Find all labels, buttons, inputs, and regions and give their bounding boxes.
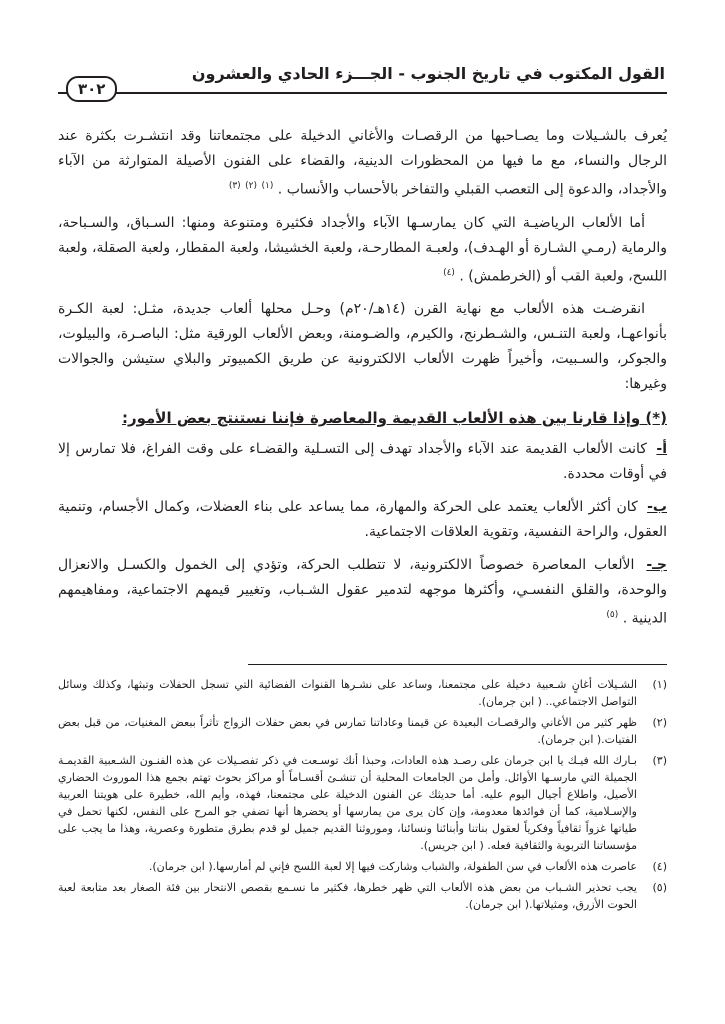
footnote-text: عاصرت هذه الألعاب في سن الطفولة، والشباب وشاركت فيها إلا لعبة اللسح فإني لم أمارسها.( ابن جرمان).: [148, 860, 637, 873]
section-heading: [58, 405, 667, 431]
footnote-4: [58, 858, 667, 875]
footnote-number: (٣): [652, 754, 667, 767]
point-b-label: ب-: [647, 499, 667, 516]
footnote-ref-4: (٤): [443, 267, 455, 278]
header-rule: [58, 92, 667, 94]
section-heading-text: (*) وإذا قارنا بين هذه الألعاب القديمة والمعاصرة فإننا نستنتج بعض الأمور:: [121, 409, 667, 428]
paragraph-2: [58, 211, 667, 290]
paragraph-1: [58, 124, 667, 203]
paragraph-2-text: أما الألعاب الرياضيـة التي كان يمارسـها الآباء والأجداد فكثيرة ومتنوعة ومنها: السـباق، والسـباحة، والرماية (رمـي الشـارة أو الهـدف)، ولعبـة المطارحـة، ولعبة الخشيشا، ولعبة المقطار، ولعبة الصقلة، ولعبة اللسح، ولعبة القب أو (الخرطمش) .: [58, 214, 667, 285]
point-a: [58, 437, 667, 487]
footnote-number: (٢): [652, 716, 667, 729]
footnote-3: [58, 752, 667, 854]
footnote-number: (٥): [652, 881, 667, 894]
footnote-separator: [248, 664, 667, 665]
footnote-text: يجب تحذير الشـباب من بعض هذه الألعاب التي ظهر خطرها، فكثير ما نسـمع بقصص الانتحار بين فئة الصغار بعد متابعة لعبة الحوت الأزرق، ومثيلاتها.( ابن جرمان).: [58, 881, 637, 911]
footnote-1: [58, 676, 667, 710]
point-b: [58, 495, 667, 545]
point-a-text: كانت الألعاب القديمة عند الآباء والأجداد تهدف إلى التسـلية والقضـاء على وقت الفراغ، فلا تمارس إلا في أوقات محددة.: [58, 441, 667, 483]
footnote-2: [58, 714, 667, 748]
footnotes: [58, 676, 667, 917]
footnote-text: الشـيلات أغانٍ شـعبية دخيلة على مجتمعنا، وساعد على نشـرها القنوات الفضائية التي تسجل الحفلات وتبثها، وكذلك وسائل التواصل الاجتماعي.. ( ابن جرمان).: [58, 678, 637, 708]
page-number: ٣٠٢: [66, 76, 117, 102]
footnote-text: ظهر كثير من الأغاني والرقصـات البعيدة عن قيمنا وعاداتنا تمارس في بعض حفلات الزواج تأثراً ببعض المغنيات، من قبل بعض الفتيات.( ابن جرمان).: [58, 716, 637, 746]
point-c: [58, 553, 667, 632]
paragraph-3: انقرضـت هذه الألعاب مع نهاية القرن (١٤هـ/٢٠م) وحـل محلها ألعاب جديدة، مثـل: لعبة الكـرة بأنواعهـا، ولعبة التنـس، والشـطرنج، والكيرم، والضـومنة، وبعض الألعاب الورقية مثل: الباصـرة، والبيلوت، والجوكر، والسـبيت، وأخيراً ظهرت الألعاب الالكترونية عن طريق الكمبيوتر والبلاي ستيشن والجوالات وغيرها:: [58, 301, 667, 393]
footnote-number: (١): [652, 678, 667, 691]
main-text: [58, 124, 667, 640]
footnote-5: [58, 879, 667, 913]
paragraph-1-text: يُعرف بالشـيلات وما يصـاحبها من الرقصـات والأغاني الدخيلة على مجتمعاتنا وقد انتشـرت بكثرة عند الرجال والنساء، مع ما فيها من المحظورات الدينية، والقضاء على الفنون الأصيلة المتوارثة من الآباء والأجداد، والدعوة إلى التعصب القبلي والتفاخر بالأحساب والأنساب .: [58, 128, 667, 198]
page-header: [58, 62, 667, 108]
running-title: القول المكتوب في تاريخ الجنوب - الجـــزء الحادي والعشرون: [191, 64, 665, 83]
point-a-label: أ-: [656, 441, 668, 458]
footnote-ref-5: (٥): [606, 610, 619, 621]
point-c-label: جـ-: [646, 557, 667, 574]
point-b-text: كان أكثر الألعاب يعتمد على الحركة والمهارة، مما يساعد على بناء العضلات، وكمال الأجسام، وتنمية العقول، والراحة النفسية، وتقوية العلاقات الاجتماعية.: [58, 499, 667, 541]
footnote-number: (٤): [652, 860, 667, 873]
footnote-text: بـارك الله فيـك يا ابن جرمان على رصـد هذه العادات، وحبذا أنك توسـعت في ذكر تفصـيلات عن هذه الفنـون الشـعبية القديمـة الجميلة التي مارسـها الأوائل. وأمل من الجامعات المحلية أن تنشـئ أقسـاماً أو مراكز بحوث تهتم بجمع هذا الموروث الحضاري الأصيل، واطلاع أجيال اليوم عليه. أما حديثك عن الفنون الدخيلة على مجتمعنا، فهذه، وأيم الله، خطيرة على هويتنا العربية والإسـلامية، كما أن فوائدها معدومة، وإن كان يرى من يمارسها أو يحضرها أنها تضفي جو المرح على النفس، لكنها تحمل في طياتها غزواً ثقافياً وفكرياً لعقول بناتنا وأبنائنا ونسائنا، وموروثنا القديم جميل لو قدم بطرق متطورة وعصرية، وهذا ما يجب على مؤسساتنا التربوية والثقافية فعله. ( ابن جريس).: [58, 754, 637, 852]
footnote-ref-3: (٣): [228, 181, 241, 191]
point-c-text: الألعاب المعاصرة خصوصاً الالكترونية، لا تتطلب الحركة، وتؤدي إلى الخمول والكسـل والانعزال والوحدة، والقلق النفسـي، وأكثرها موجهه لتدمير عقول الشـباب، وتغيير قيمهم الاجتماعية، ومفاهيمهم الدينية .: [58, 557, 667, 627]
footnote-ref-2: (٢): [245, 181, 258, 191]
footnote-ref-1: (١): [261, 181, 274, 191]
